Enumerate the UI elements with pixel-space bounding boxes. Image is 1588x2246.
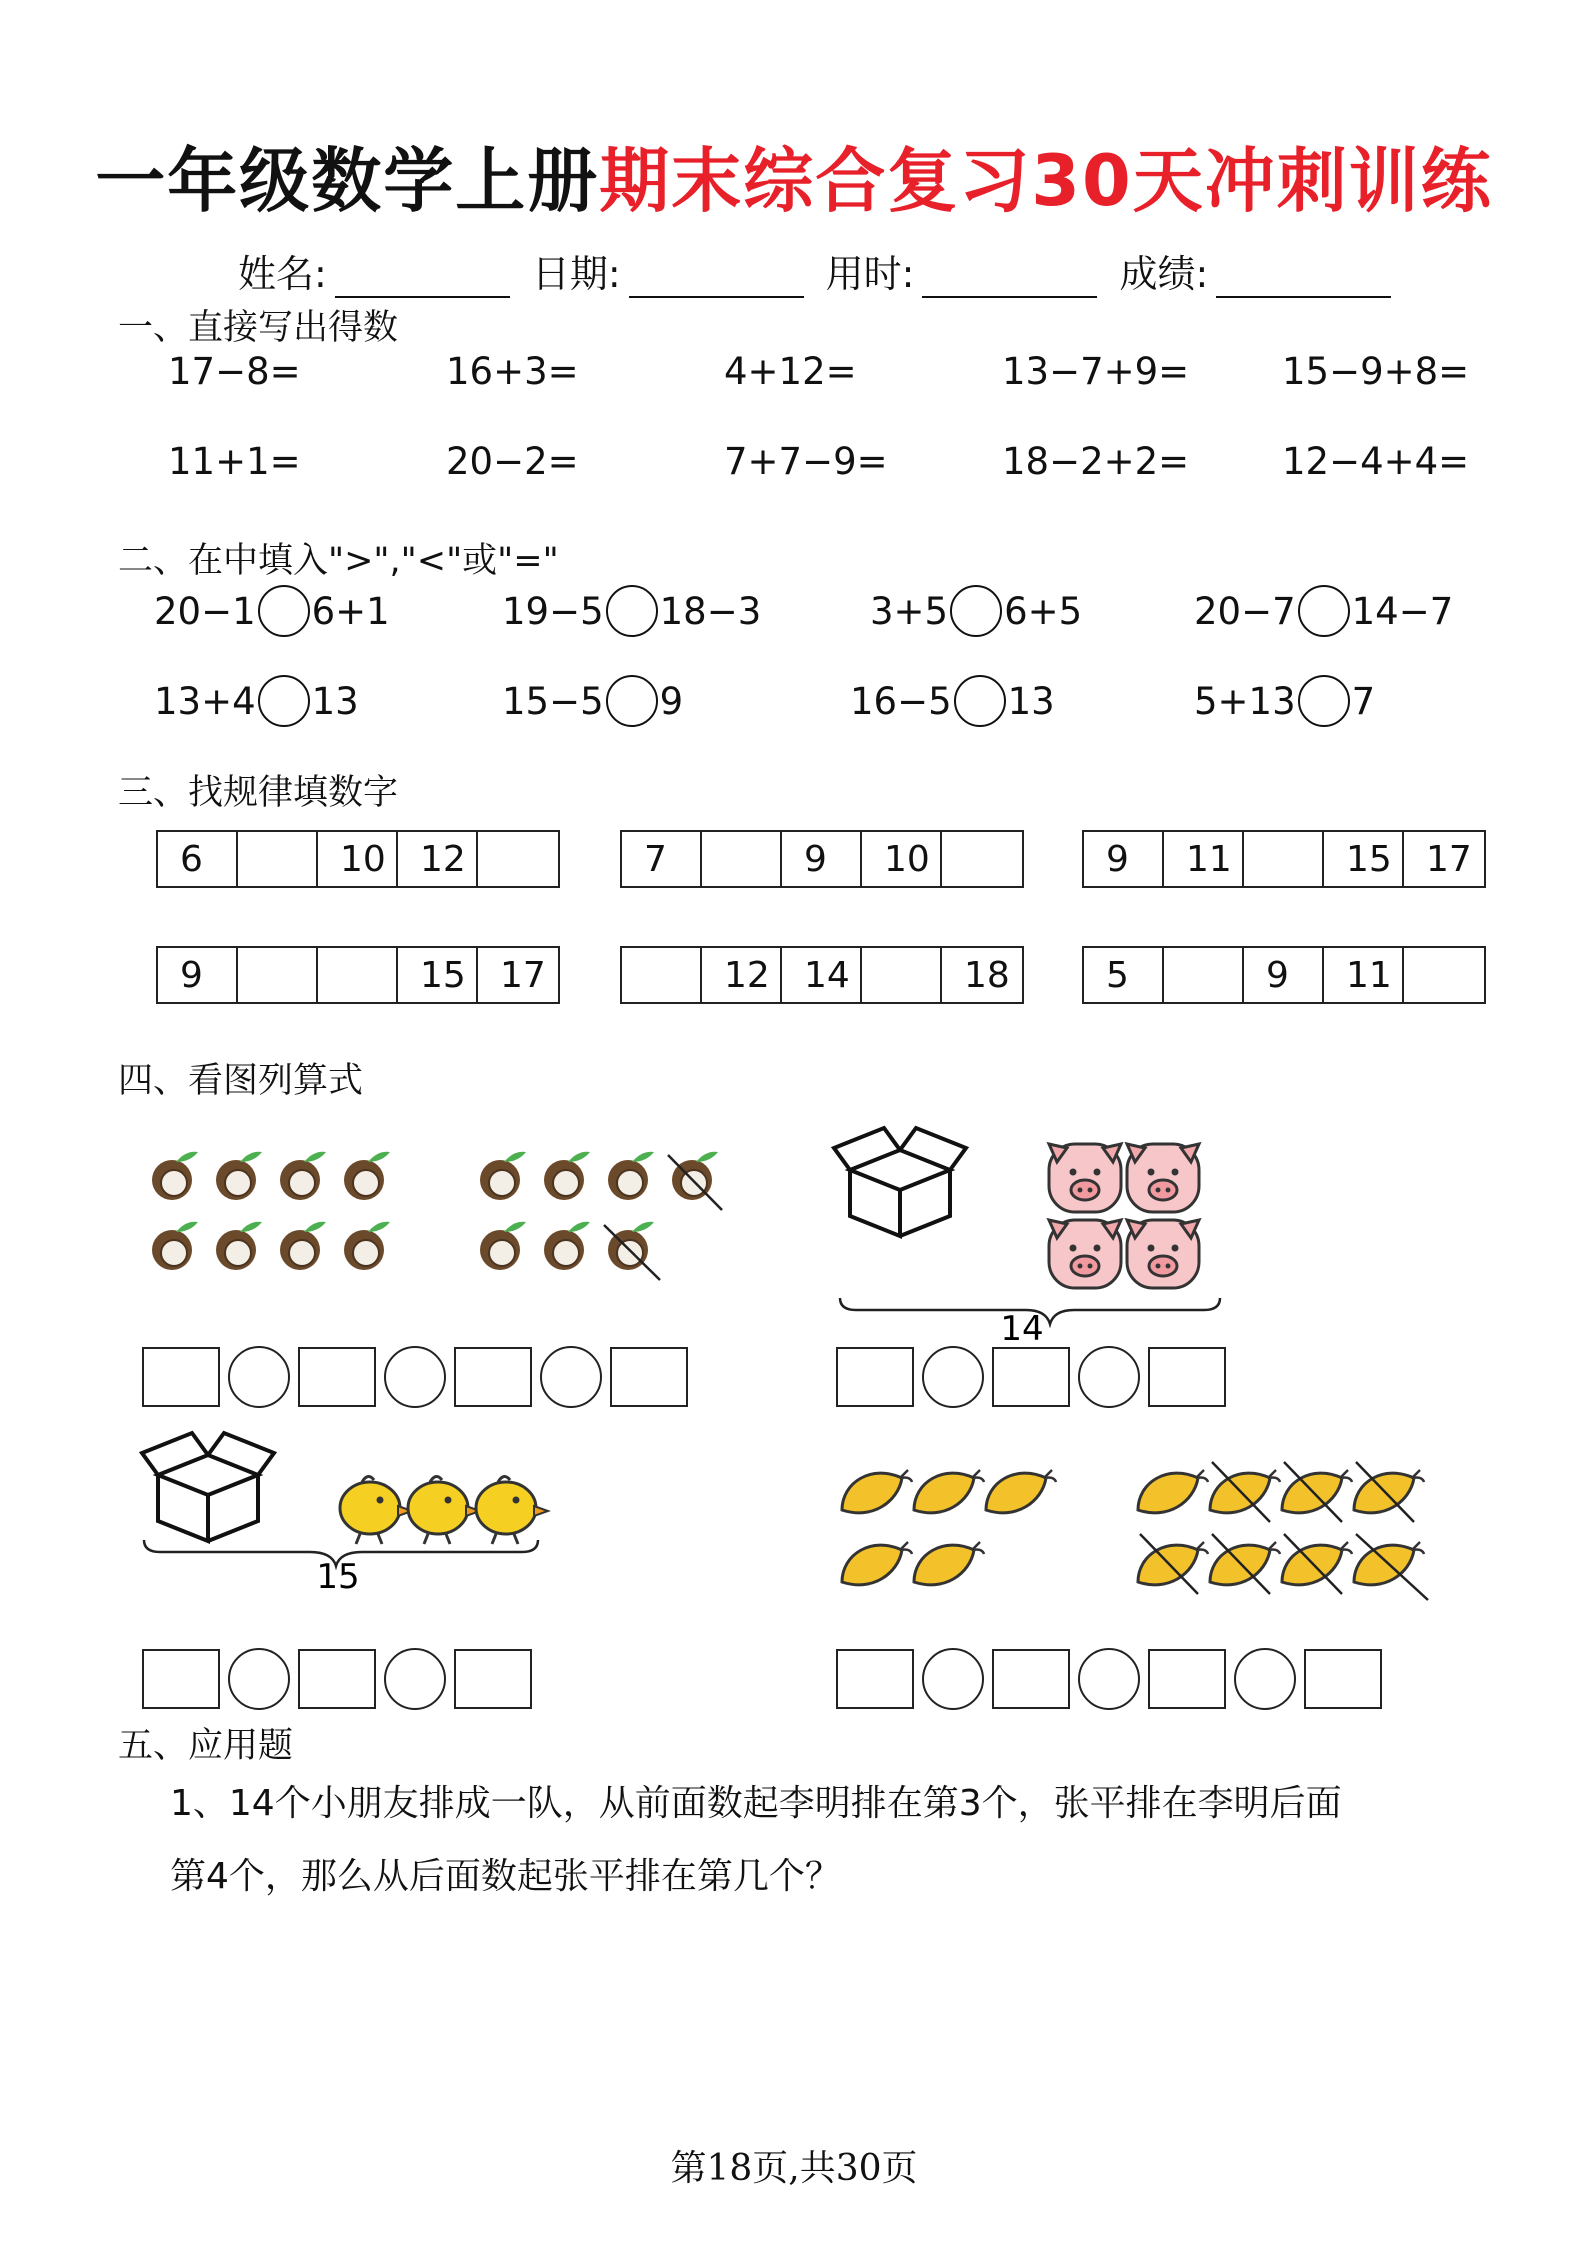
time-label: 用时:: [825, 252, 915, 296]
answer-box[interactable]: [1148, 1649, 1226, 1709]
sequence-row: [156, 830, 560, 888]
box-icon: [834, 1128, 966, 1236]
answer-box[interactable]: [454, 1347, 532, 1407]
student-info: [238, 243, 1391, 298]
word-problem-line: 第4个，那么从后面数起张平排在第几个？: [170, 1856, 841, 1897]
answer-circle[interactable]: [1298, 675, 1350, 727]
time-blank[interactable]: [922, 260, 1097, 298]
calc-item: 7+7−9=: [724, 440, 888, 483]
picture-problems: [0, 1100, 1588, 1720]
pig-icon: [1049, 1144, 1199, 1288]
compare-item: 5+13 7: [1194, 675, 1375, 727]
box-icon: [142, 1433, 274, 1541]
answer-row: [142, 1346, 688, 1408]
time-field[interactable]: [826, 243, 1098, 298]
seq-cell[interactable]: 9: [782, 832, 862, 886]
page-title: [0, 125, 1588, 226]
section-5-title: 五、应用题: [118, 1726, 294, 1766]
answer-box[interactable]: [142, 1347, 220, 1407]
answer-box[interactable]: [142, 1649, 220, 1709]
seq-cell[interactable]: [1164, 948, 1244, 1002]
calc-item: 4+12=: [724, 350, 857, 393]
seq-cell[interactable]: 15: [398, 948, 478, 1002]
answer-circle[interactable]: [1298, 585, 1350, 637]
answer-circle[interactable]: [954, 675, 1006, 727]
date-field[interactable]: [532, 243, 804, 298]
seq-cell[interactable]: 17: [1426, 838, 1472, 880]
answer-circle[interactable]: [1078, 1346, 1140, 1408]
answer-row: [836, 1648, 1382, 1710]
answer-box[interactable]: [992, 1347, 1070, 1407]
sequence-row: [620, 830, 1024, 888]
compare-item: 15−5 9: [502, 675, 683, 727]
calc-item: 17−8=: [168, 350, 301, 393]
answer-box[interactable]: [992, 1649, 1070, 1709]
answer-circle[interactable]: [1078, 1648, 1140, 1710]
answer-row: [836, 1346, 1226, 1408]
seq-cell[interactable]: 7: [622, 832, 702, 886]
date-label: 日期:: [531, 252, 621, 296]
pig-total-label: 14: [1000, 1309, 1044, 1349]
compare-item: 16−5 13: [850, 675, 1055, 727]
answer-box[interactable]: [836, 1347, 914, 1407]
name-blank[interactable]: [335, 260, 510, 298]
section-2-title: 二、在中填入">","<"或"=": [118, 541, 559, 581]
seq-cell[interactable]: 5: [1084, 948, 1164, 1002]
seq-cell[interactable]: [942, 832, 1022, 886]
seq-cell[interactable]: [238, 948, 318, 1002]
answer-circle[interactable]: [258, 675, 310, 727]
answer-circle[interactable]: [606, 585, 658, 637]
seq-cell[interactable]: [1244, 832, 1324, 886]
seq-cell[interactable]: 9: [1084, 832, 1164, 886]
title-part2: 期末综合复习30天冲刺训练: [599, 140, 1493, 222]
name-field[interactable]: [238, 243, 510, 298]
calc-item: 18−2+2=: [1002, 440, 1190, 483]
answer-box[interactable]: [298, 1649, 376, 1709]
compare-item: 13+4 13: [154, 675, 359, 727]
seq-cell[interactable]: 17: [500, 954, 546, 996]
answer-circle[interactable]: [950, 585, 1002, 637]
seq-cell[interactable]: 6: [158, 832, 238, 886]
seq-cell[interactable]: 10: [318, 832, 398, 886]
answer-circle[interactable]: [228, 1346, 290, 1408]
answer-box[interactable]: [454, 1649, 532, 1709]
compare-item: 3+5 6+5: [870, 585, 1082, 637]
seq-cell[interactable]: [1404, 948, 1484, 1002]
seq-cell[interactable]: [238, 832, 318, 886]
seq-cell[interactable]: [318, 948, 398, 1002]
calc-item: 12−4+4=: [1282, 440, 1470, 483]
seq-cell[interactable]: 11: [1324, 948, 1404, 1002]
compare-item: 20−1 6+1: [154, 585, 390, 637]
answer-box[interactable]: [836, 1649, 914, 1709]
calc-item: 13−7+9=: [1002, 350, 1190, 393]
title-part1: 一年级数学上册: [95, 140, 600, 222]
sequence-row: [1082, 830, 1486, 888]
answer-circle[interactable]: [540, 1346, 602, 1408]
answer-circle[interactable]: [258, 585, 310, 637]
answer-circle[interactable]: [384, 1648, 446, 1710]
calc-item: 16+3=: [446, 350, 579, 393]
seq-cell[interactable]: 10: [862, 832, 942, 886]
answer-box[interactable]: [298, 1347, 376, 1407]
seq-cell[interactable]: 18: [964, 954, 1010, 996]
word-problem-line: 1、14个小朋友排成一队，从前面数起李明排在第3个，张平排在李明后面: [170, 1783, 1342, 1824]
seq-cell[interactable]: 14: [782, 948, 862, 1002]
answer-circle[interactable]: [1234, 1648, 1296, 1710]
coconut-icon: [152, 1152, 722, 1280]
sequence-row: [156, 946, 560, 1004]
answer-row: [142, 1648, 532, 1710]
seq-cell[interactable]: [862, 948, 942, 1002]
chick-total-label: 15: [316, 1557, 360, 1597]
score-field[interactable]: [1119, 243, 1391, 298]
compare-item: 20−7 14−7: [1194, 585, 1453, 637]
seq-cell[interactable]: 11: [1164, 832, 1244, 886]
calc-item: 11+1=: [168, 440, 301, 483]
seq-cell[interactable]: 9: [158, 948, 238, 1002]
section-3-title: 三、找规律填数字: [118, 773, 399, 813]
compare-item: 19−5 18−3: [502, 585, 761, 637]
section-1-title: 一、直接写出得数: [118, 308, 399, 348]
answer-circle[interactable]: [922, 1346, 984, 1408]
answer-circle[interactable]: [384, 1346, 446, 1408]
answer-circle[interactable]: [228, 1648, 290, 1710]
score-blank[interactable]: [1216, 260, 1391, 298]
answer-box[interactable]: [610, 1347, 688, 1407]
seq-cell[interactable]: 12: [398, 832, 478, 886]
seq-cell[interactable]: 9: [1244, 948, 1324, 1002]
sequence-row: [1082, 946, 1486, 1004]
calc-item: 20−2=: [446, 440, 579, 483]
sequence-row: [620, 946, 1024, 1004]
section-4-title: 四、看图列算式: [118, 1061, 364, 1101]
mango-icon: [842, 1462, 1428, 1600]
answer-box[interactable]: [1304, 1649, 1382, 1709]
calc-item: 15−9+8=: [1282, 350, 1470, 393]
seq-cell[interactable]: [702, 832, 782, 886]
seq-cell[interactable]: 15: [1324, 832, 1404, 886]
score-label: 成绩:: [1119, 252, 1209, 296]
answer-circle[interactable]: [606, 675, 658, 727]
seq-cell[interactable]: 12: [702, 948, 782, 1002]
answer-box[interactable]: [1148, 1347, 1226, 1407]
seq-cell[interactable]: [478, 832, 558, 886]
name-label: 姓名:: [238, 252, 327, 296]
page-number: 第18页,共30页: [670, 2148, 918, 2189]
chick-icon: [340, 1476, 548, 1544]
answer-circle[interactable]: [922, 1648, 984, 1710]
date-blank[interactable]: [629, 260, 804, 298]
seq-cell[interactable]: [622, 948, 702, 1002]
